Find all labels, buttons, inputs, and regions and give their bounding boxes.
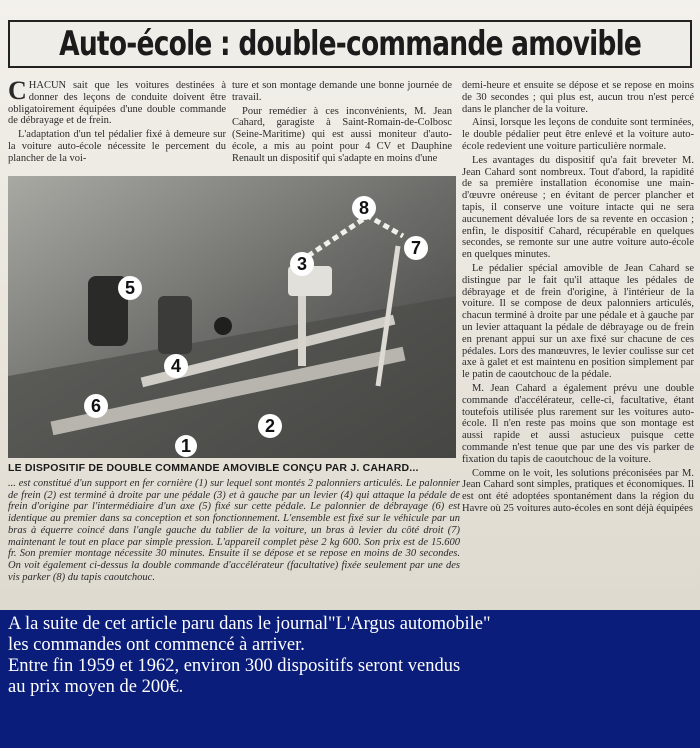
label-2: 2 — [264, 416, 276, 436]
column-2-paragraph-2: Pour remédier à ces inconvénients, M. Jean Cahard, garagiste à Saint-Romain-de-Colbosc (Seine-Maritime) qui est aussi moniteur d'auto-école, a mis au point pour 4 CV et Dauphine Renault un dispositif qui s'adapte en moins d'une — [232, 105, 452, 164]
axle-knob — [214, 317, 232, 335]
photo-illustration — [8, 176, 456, 458]
pedal-arm — [298, 296, 306, 366]
label-1: 1 — [180, 436, 192, 456]
column-3-paragraph-2: Ainsi, lorsque les leçons de conduite sont terminées, le double pédalier peut être enlevé et la voiture auto-école redevient une voiture particulière normale. — [462, 117, 694, 152]
label-5: 5 — [124, 278, 136, 298]
article-column-2 — [232, 80, 452, 172]
column-3-paragraph-4: Le pédalier spécial amovible de Jean Cahard se distingue par le fait qu'il attaque les pédales de débrayage et de frein d'origine, à l'intérieur de la voiture. Il se compose de deux palonniers articulés, chacun terminé à droite par une pédale et à gauche par un levier attaquant la pédale de débrayage ou de frein en prenant appui sur un axe fixé sur chacune de ces pédales. Lors des manœuvres, le levier coulisse sur cet axe à galet et est maintenu en position simplement par le patin de caoutchouc de la pédale. — [462, 262, 694, 381]
column-3-paragraph-1: demi-heure et ensuite se dépose et se repose en moins de 30 secondes ; qui plus est, aucun trou n'est percé dans le plancher de la voiture. — [462, 80, 694, 115]
article-headline-box — [8, 20, 692, 68]
drop-cap: C — [8, 80, 27, 105]
pedal-device-photo — [8, 176, 456, 458]
label-7: 7 — [410, 238, 422, 258]
column-3-paragraph-3: Les avantages du dispositif qu'a fait breveter M. Jean Cahard sont nombreux. Tout d'abord, la rapidité de sa première installation économise une main-d'œuvre onéreuse ; en évitant de percer plancher et tapis, il conserve une voiture intacte qui ne sera aucunement dévaluée lors de sa revente en occasion ; enfin, le dispositif Cahard, récupérable en quelques secondes, se remonte sur une autre voiture auto-école en quelques minutes. — [462, 154, 694, 261]
caption-title: LE DISPOSITIF DE DOUBLE COMMANDE AMOVIBLE CONÇU PAR J. CAHARD... — [8, 462, 419, 474]
note-line-4: au prix moyen de 200€. — [8, 677, 184, 697]
label-4: 4 — [170, 356, 182, 376]
note-text — [8, 614, 698, 698]
caption-body: ... est constitué d'un support en fer cornière (1) sur lequel sont montés 2 palonniers articulés. Le palonnier de frein (2) est terminé à droite par une pédale (3) et à gauche par un levier (4) qui attaque la pédale de frein d'origine par l'intermédiaire d'un axe (5) fixé sur cette pédale. Le palonnier de débrayage (6) est identique au premier dans sa conception et son fonctionnement. L'ensemble est fixé sur le véhicule par un bras à équerre coincé dans l'angle gauche du tablier de la voiture, un bras à levier du côté droit (7) maintenant le tout en place par simple pression. L'appareil complet pèse 2 kg 600. Son prix est de 15.600 fr. Son premier montage nécessite 30 minutes. Ensuite il se dépose et se repose en moins de 30 secondes. On voit également ci-dessus la double commande d'accélérateur (facultative) fixée seulement par une des vis parker (8) du tapis caoutchouc. — [8, 478, 460, 583]
column-1-paragraph-2: L'adaptation d'un tel pédalier fixé à demeure sur la voiture auto-école nécessite le percement du plancher de la voi- — [8, 129, 226, 164]
column-3-paragraph-5: M. Jean Cahard a également prévu une double commande d'accélérateur, celle-ci, facultative, étant toutefois utilisée plus rarement sur les voitures auto-école. Il n'en reste pas moins que son montage est aussi rapide et aussi astucieux puisque cette commande n'est tenue que par une des vis parker de fixation du tapis de caoutchouc de la voiture. — [462, 382, 694, 465]
article-column-3 — [462, 80, 694, 605]
label-3: 3 — [296, 254, 308, 274]
column-1-paragraph-1: HACUN sait que les voitures destinées à donner des leçons de conduite doivent être obligatoirement équipées d'une double commande de débrayage et de frein. — [8, 80, 226, 127]
note-line-1: A la suite de cet article paru dans le journal"L'Argus automobile" — [8, 614, 491, 634]
column-3-paragraph-6: Comme on le voit, les solutions préconisées par M. Jean Cahard sont simples, pratiques et économiques. Il est ont été adoptées spontanément dans la région du Havre où 25 voitures auto-écoles en sont déjà équipées — [462, 467, 694, 514]
brake-pedal-pad — [158, 296, 192, 354]
note-line-3: Entre fin 1959 et 1962, environ 300 dispositifs seront vendus — [8, 656, 461, 676]
column-2-paragraph-1: ture et son montage demande une bonne journée de travail. — [232, 80, 452, 103]
label-6: 6 — [90, 396, 102, 416]
note-line-2: les commandes ont commencé à arriver. — [8, 635, 305, 655]
article-headline: Auto-école : double-commande amovible — [58, 24, 642, 64]
article-column-1 — [8, 80, 226, 172]
label-8: 8 — [358, 198, 370, 218]
